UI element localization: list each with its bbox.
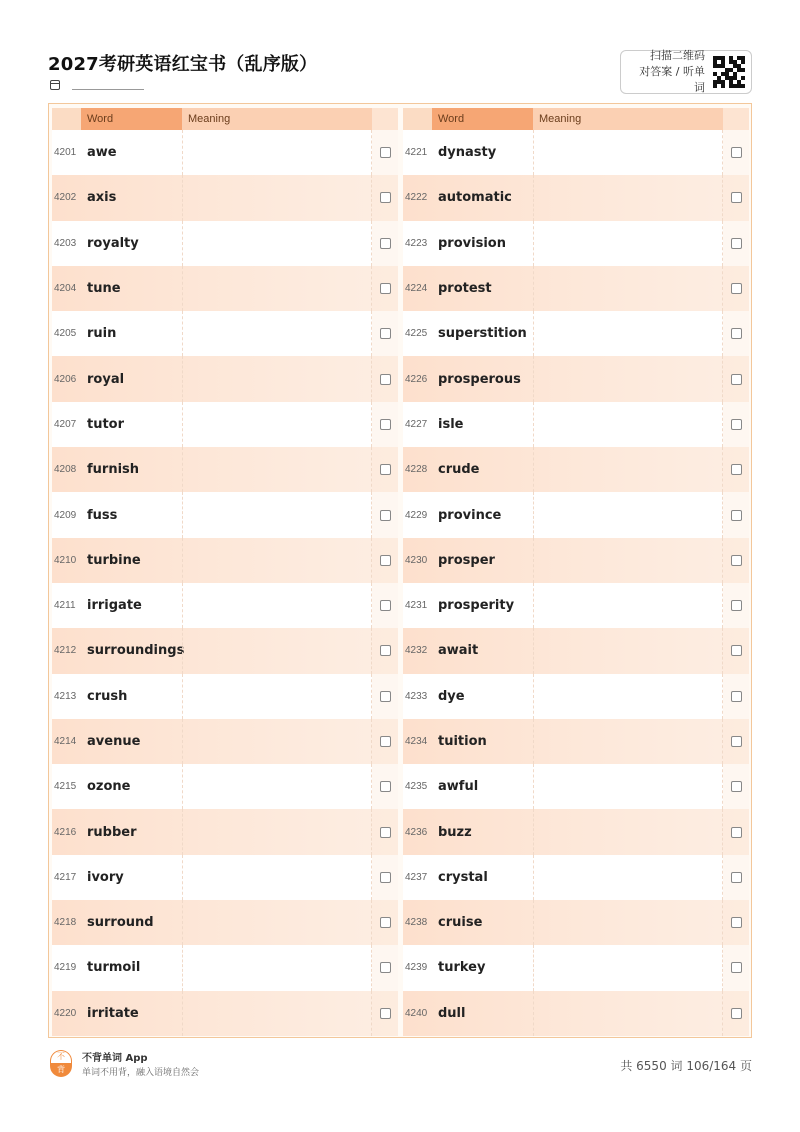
- meaning-blank[interactable]: [182, 945, 372, 990]
- check-cell: [372, 311, 398, 356]
- word-number: 4240: [405, 1007, 428, 1019]
- table-row: [52, 402, 398, 447]
- checkbox[interactable]: [731, 328, 742, 339]
- meaning-blank[interactable]: [533, 402, 723, 447]
- table-row: [403, 402, 749, 447]
- checkbox[interactable]: [731, 374, 742, 385]
- check-cell: [372, 356, 398, 401]
- word-text: surround: [87, 915, 154, 931]
- checkbox[interactable]: [731, 645, 742, 656]
- meaning-blank[interactable]: [533, 492, 723, 537]
- checkbox[interactable]: [731, 464, 742, 475]
- checkbox[interactable]: [731, 555, 742, 566]
- checkbox[interactable]: [380, 691, 391, 702]
- checkbox[interactable]: [380, 600, 391, 611]
- checkbox[interactable]: [380, 781, 391, 792]
- word-number: 4239: [405, 962, 428, 974]
- word-text: crude: [438, 462, 480, 478]
- check-cell: [723, 221, 749, 266]
- meaning-blank[interactable]: [533, 945, 723, 990]
- meaning-blank[interactable]: [182, 447, 372, 492]
- word-number: 4231: [405, 600, 428, 612]
- table-header: [52, 108, 398, 130]
- word-number: 4219: [54, 962, 77, 974]
- table-row: [52, 719, 398, 764]
- word-number: 4208: [54, 464, 77, 476]
- meaning-blank[interactable]: [182, 583, 372, 628]
- header-meaning: Meaning: [533, 108, 723, 130]
- word-number: 4215: [54, 781, 77, 793]
- word-text: provision: [438, 235, 506, 251]
- checkbox[interactable]: [731, 917, 742, 928]
- word-text: irrigate: [87, 598, 142, 614]
- word-text: cruise: [438, 915, 483, 931]
- word-number: 4217: [54, 871, 77, 883]
- word-number: 4233: [405, 690, 428, 702]
- check-cell: [372, 402, 398, 447]
- checkbox[interactable]: [731, 827, 742, 838]
- word-number: 4227: [405, 418, 428, 430]
- meaning-blank[interactable]: [182, 719, 372, 764]
- checkbox[interactable]: [380, 555, 391, 566]
- meaning-blank[interactable]: [533, 266, 723, 311]
- check-cell: [372, 266, 398, 311]
- logo-top: 不: [50, 1050, 72, 1063]
- table-row: [52, 674, 398, 719]
- word-text: protest: [438, 281, 492, 297]
- table-row: [52, 809, 398, 854]
- table-row: [52, 266, 398, 311]
- word-text: ivory: [87, 869, 124, 885]
- checkbox[interactable]: [731, 147, 742, 158]
- word-text: avenue: [87, 734, 141, 749]
- meaning-blank[interactable]: [182, 764, 372, 809]
- header-word: Word: [81, 108, 182, 130]
- check-cell: [372, 583, 398, 628]
- word-number: 4234: [405, 736, 428, 747]
- meaning-blank[interactable]: [533, 538, 723, 583]
- word-number: 4238: [405, 917, 428, 929]
- check-cell: [723, 764, 749, 809]
- header-check-cell: [372, 108, 398, 130]
- meaning-blank[interactable]: [182, 266, 372, 311]
- meaning-blank[interactable]: [182, 991, 372, 1036]
- word-number: 4216: [54, 826, 77, 838]
- meaning-blank[interactable]: [533, 311, 723, 356]
- word-text: crystal: [438, 869, 488, 885]
- table-row: [403, 447, 749, 492]
- word-text: royal: [87, 371, 125, 387]
- check-cell: [723, 809, 749, 854]
- word-text: dye: [438, 688, 465, 704]
- checkbox[interactable]: [731, 872, 742, 883]
- table-row: [403, 628, 749, 673]
- check-cell: [372, 945, 398, 990]
- meaning-blank[interactable]: [533, 674, 723, 719]
- table-row: [403, 719, 749, 764]
- checkbox[interactable]: [380, 238, 391, 249]
- check-cell: [372, 719, 398, 764]
- meaning-blank[interactable]: [182, 900, 372, 945]
- check-cell: [723, 538, 749, 583]
- checkbox[interactable]: [731, 600, 742, 611]
- word-number: 4210: [54, 554, 77, 566]
- meaning-blank[interactable]: [182, 221, 372, 266]
- meaning-blank[interactable]: [182, 809, 372, 854]
- check-cell: [723, 719, 749, 764]
- check-cell: [372, 991, 398, 1036]
- table-row: [52, 900, 398, 945]
- checkbox[interactable]: [731, 962, 742, 973]
- word-number: 4209: [54, 509, 77, 521]
- word-text: furnish: [87, 462, 140, 478]
- table-row: [403, 175, 749, 220]
- table-row: [52, 855, 398, 900]
- meaning-blank[interactable]: [533, 175, 723, 220]
- table-row: [52, 764, 398, 809]
- word-number: 4221: [405, 147, 428, 159]
- header-number-cell: [403, 108, 432, 130]
- checkbox[interactable]: [380, 962, 391, 973]
- checkbox[interactable]: [731, 238, 742, 249]
- word-text: dull: [438, 1005, 466, 1021]
- checkbox[interactable]: [731, 419, 742, 430]
- word-text: rubber: [87, 824, 137, 840]
- check-cell: [372, 809, 398, 854]
- check-cell: [372, 764, 398, 809]
- table-row: [403, 130, 749, 175]
- word-text: prosper: [438, 552, 495, 568]
- word-number: 4229: [405, 509, 428, 521]
- check-cell: [723, 311, 749, 356]
- meaning-blank[interactable]: [533, 855, 723, 900]
- qr-caption: [629, 48, 713, 96]
- checkbox[interactable]: [380, 419, 391, 430]
- word-text: fuss: [87, 507, 118, 523]
- word-list-frame: [48, 103, 752, 1038]
- qr-caption-line1: 扫描二维码: [650, 49, 705, 62]
- meaning-blank[interactable]: [182, 538, 372, 583]
- meaning-blank[interactable]: [533, 719, 723, 764]
- meaning-blank[interactable]: [533, 356, 723, 401]
- checkbox[interactable]: [380, 147, 391, 158]
- word-text: tune: [87, 281, 121, 297]
- check-cell: [723, 447, 749, 492]
- table-row: [52, 311, 398, 356]
- word-number: 4218: [54, 917, 77, 929]
- word-number: 4237: [405, 871, 428, 883]
- table-row: [403, 583, 749, 628]
- meaning-blank[interactable]: [182, 492, 372, 537]
- table-row: [403, 764, 749, 809]
- page-title: 2027考研英语红宝书（乱序版）: [48, 54, 318, 75]
- check-cell: [723, 266, 749, 311]
- check-cell: [723, 900, 749, 945]
- table-row: [403, 266, 749, 311]
- word-text: province: [438, 507, 502, 523]
- check-cell: [723, 492, 749, 537]
- header-meaning: Meaning: [182, 108, 372, 130]
- checkbox[interactable]: [380, 827, 391, 838]
- checkbox[interactable]: [380, 872, 391, 883]
- header-word: Word: [432, 108, 533, 130]
- word-number: 4226: [405, 373, 428, 385]
- table-row: [52, 991, 398, 1036]
- meaning-blank[interactable]: [182, 311, 372, 356]
- word-text: ruin: [87, 326, 117, 342]
- check-cell: [372, 492, 398, 537]
- checkbox[interactable]: [380, 645, 391, 656]
- word-number: 4201: [54, 147, 77, 159]
- table-row: [52, 628, 398, 673]
- meaning-blank[interactable]: [182, 402, 372, 447]
- meaning-blank[interactable]: [533, 221, 723, 266]
- word-table-right: [403, 108, 749, 1036]
- check-cell: [723, 991, 749, 1036]
- word-number: 4204: [54, 283, 77, 295]
- checkbox[interactable]: [380, 328, 391, 339]
- word-text: irritate: [87, 1005, 139, 1021]
- checkbox[interactable]: [380, 283, 391, 294]
- table-row: [403, 311, 749, 356]
- meaning-blank[interactable]: [182, 855, 372, 900]
- word-text: ozone: [87, 779, 131, 795]
- calendar-icon: [50, 80, 60, 90]
- table-row: [52, 130, 398, 175]
- word-table-left: [52, 108, 398, 1036]
- checkbox[interactable]: [380, 1008, 391, 1019]
- checkbox[interactable]: [731, 510, 742, 521]
- date-blank-line: [72, 80, 144, 90]
- word-text: prosperous: [438, 371, 521, 387]
- word-text: isle: [438, 416, 464, 432]
- table-row: [403, 538, 749, 583]
- table-row: [52, 492, 398, 537]
- checkbox[interactable]: [380, 374, 391, 385]
- word-number: 4235: [405, 781, 428, 793]
- word-text: awful: [438, 779, 479, 795]
- word-number: 4212: [54, 645, 77, 657]
- table-row: [52, 583, 398, 628]
- word-number: 4213: [54, 690, 77, 702]
- check-cell: [372, 900, 398, 945]
- word-text: dynasty: [438, 145, 497, 161]
- table-header: [403, 108, 749, 130]
- check-cell: [372, 447, 398, 492]
- meaning-blank[interactable]: [533, 447, 723, 492]
- check-cell: [372, 175, 398, 220]
- meaning-blank[interactable]: [533, 628, 723, 673]
- table-row: [403, 991, 749, 1036]
- word-text: awe: [87, 145, 117, 161]
- header-check-cell: [723, 108, 749, 130]
- page-info: 共 6550 词 106/164 页: [620, 1059, 752, 1073]
- qr-panel: [620, 50, 752, 94]
- word-text: tuition: [438, 734, 487, 749]
- table-row: [403, 492, 749, 537]
- meaning-blank[interactable]: [182, 674, 372, 719]
- word-text: surroundings: [87, 643, 185, 659]
- checkbox[interactable]: [731, 691, 742, 702]
- table-row: [403, 356, 749, 401]
- qr-caption-line2: 对答案 / 听单词: [639, 65, 705, 94]
- word-number: 4220: [54, 1007, 77, 1019]
- word-number: 4225: [405, 328, 428, 340]
- check-cell: [723, 628, 749, 673]
- checkbox[interactable]: [731, 192, 742, 203]
- table-row: [52, 175, 398, 220]
- app-slogan: 单词不用背，融入语境自然会: [82, 1068, 200, 1078]
- word-text: await: [438, 643, 479, 659]
- header-number-cell: [52, 108, 81, 130]
- checkbox[interactable]: [380, 510, 391, 521]
- check-cell: [723, 674, 749, 719]
- word-number: 4236: [405, 826, 428, 838]
- app-logo-icon: [50, 1050, 72, 1078]
- checkbox[interactable]: [380, 192, 391, 203]
- app-name: 不背单词 App: [82, 1053, 148, 1064]
- check-cell: [723, 945, 749, 990]
- checkbox[interactable]: [731, 736, 742, 747]
- checkbox[interactable]: [731, 283, 742, 294]
- date-row: [50, 80, 144, 90]
- word-number: 4224: [405, 283, 428, 295]
- check-cell: [372, 130, 398, 175]
- check-cell: [723, 855, 749, 900]
- meaning-blank[interactable]: [182, 175, 372, 220]
- check-cell: [723, 356, 749, 401]
- word-number: 4211: [54, 600, 76, 612]
- meaning-blank[interactable]: [533, 764, 723, 809]
- meaning-blank[interactable]: [533, 583, 723, 628]
- word-number: 4207: [54, 418, 77, 430]
- word-text: superstition: [438, 326, 527, 342]
- checkbox[interactable]: [380, 464, 391, 475]
- table-row: [52, 945, 398, 990]
- word-number: 4203: [54, 237, 77, 249]
- table-row: [403, 809, 749, 854]
- word-number: 4228: [405, 464, 428, 476]
- check-cell: [372, 538, 398, 583]
- meaning-blank[interactable]: [182, 628, 372, 673]
- word-number: 4230: [405, 554, 428, 566]
- word-text: turbine: [87, 552, 141, 568]
- meaning-blank[interactable]: [533, 900, 723, 945]
- word-number: 4222: [405, 192, 428, 204]
- word-text: turkey: [438, 960, 486, 976]
- check-cell: [723, 130, 749, 175]
- logo-bottom: 背: [50, 1063, 72, 1077]
- check-cell: [723, 175, 749, 220]
- check-cell: [723, 583, 749, 628]
- check-cell: [372, 628, 398, 673]
- checkbox[interactable]: [380, 736, 391, 747]
- check-cell: [372, 674, 398, 719]
- word-text: automatic: [438, 190, 512, 206]
- qr-code-icon[interactable]: [713, 56, 745, 88]
- word-text: tutor: [87, 416, 125, 432]
- checkbox[interactable]: [731, 781, 742, 792]
- table-row: [403, 945, 749, 990]
- check-cell: [372, 855, 398, 900]
- meaning-blank[interactable]: [533, 991, 723, 1036]
- word-number: 4214: [54, 736, 77, 747]
- word-number: 4223: [405, 237, 428, 249]
- table-row: [403, 855, 749, 900]
- word-text: turmoil: [87, 960, 141, 976]
- table-row: [52, 356, 398, 401]
- meaning-blank[interactable]: [533, 809, 723, 854]
- word-text: buzz: [438, 824, 472, 840]
- word-text: royalty: [87, 235, 139, 251]
- meaning-blank[interactable]: [533, 130, 723, 175]
- table-row: [52, 221, 398, 266]
- checkbox[interactable]: [380, 917, 391, 928]
- table-row: [403, 900, 749, 945]
- checkbox[interactable]: [731, 1008, 742, 1019]
- meaning-blank[interactable]: [182, 356, 372, 401]
- table-row: [403, 221, 749, 266]
- check-cell: [372, 221, 398, 266]
- word-number: 4206: [54, 373, 77, 385]
- word-number: 4202: [54, 192, 77, 204]
- check-cell: [723, 402, 749, 447]
- table-row: [52, 538, 398, 583]
- meaning-blank[interactable]: [182, 130, 372, 175]
- word-number: 4232: [405, 645, 428, 657]
- word-text: axis: [87, 190, 117, 206]
- word-text: prosperity: [438, 598, 515, 614]
- word-number: 4205: [54, 328, 77, 340]
- word-text: crush: [87, 688, 128, 704]
- table-row: [52, 447, 398, 492]
- table-row: [403, 674, 749, 719]
